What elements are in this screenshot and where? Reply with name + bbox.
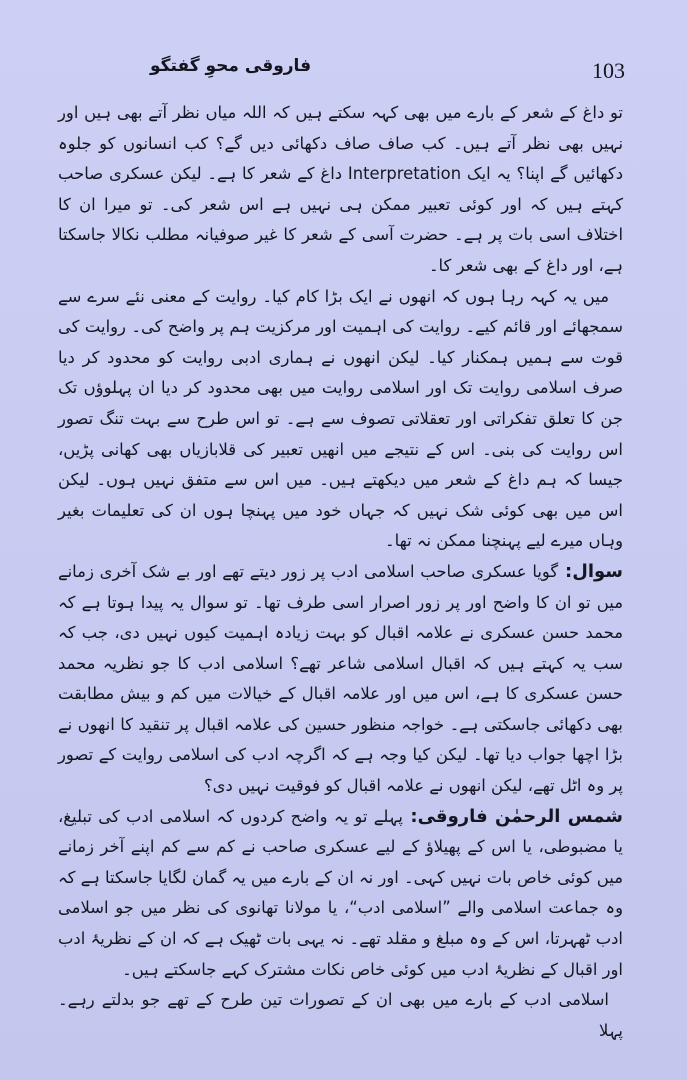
page-header — [150, 52, 625, 92]
speaker-label-answer: شمس الرحمٰن فاروقی: — [402, 805, 624, 827]
page-body — [58, 98, 623, 1046]
paragraph-text: تو داغ کے شعر کے بارے میں بھی کہہ سکتے ہیں کہ اللہ میاں نظر آتے بھی ہیں اور نہیں بھی نظر آتے ہیں۔ کب صاف صاف دکھائی دیں گے؟ کب انسانوں کو جلوہ دکھائیں گے اپنا؟ یہ ایک Interpretation داغ کے شعر کا ہے۔ لیکن عسکری صاحب کہتے ہیں کہ اور کوئی تعبیر ممکن ہی نہیں ہے اس شعر کی۔ تو میرا ان کا اختلاف اسی بات پر ہے۔ حضرت آسی کے شعر کا غیر صوفیانہ مطلب نکالا جاسکتا ہے، اور داغ کے بھی شعر کا۔ — [58, 103, 623, 275]
running-title: فاروقی محوِ گفتگو — [150, 56, 312, 76]
paragraph-5 — [58, 985, 623, 1046]
paragraph-answer — [58, 802, 623, 986]
paragraph-text: اسلامی ادب کے بارے میں بھی ان کے تصورات تین طرح کے تھے جو بدلتے رہے۔ پہلا — [58, 990, 623, 1040]
paragraph-question — [58, 557, 623, 802]
page-number: 103 — [592, 58, 625, 83]
paragraph-text: پہلے تو یہ واضح کردوں کہ اسلامی ادب کی تبلیغ، یا مضبوطی، یا اس کے پھیلاؤ کے لیے عسکری صاحب نے کم سے کم اپنے آخر زمانے میں کوئی خاص بات نہیں کہی۔ اور نہ ان کے بارے میں یہ گمان لگایا جاسکتا ہے کہ وہ جماعت اسلامی والے ”اسلامی ادب“، یا مولانا تھانوی کی نظر میں جو اسلامی ادب ٹھہرتا، اس کے وہ مبلغ و مقلد تھے۔ نہ یہی بات ٹھیک ہے کہ ان کے نظریۂ ادب اور اقبال کے نظریۂ ادب میں کوئی خاص نکات مشترک کہے جاسکتے ہیں۔ — [58, 806, 623, 979]
speaker-label-question: سوال: — [558, 560, 623, 582]
paragraph-text: میں یہ کہہ رہا ہوں کہ انھوں نے ایک بڑا کام کیا۔ روایت کے معنی نئے سرے سے سمجھائے اور قائم کیے۔ روایت کی اہمیت اور مرکزیت ہم پر واضح کی۔ روایت کی قوت سے ہمیں ہمکنار کیا۔ لیکن انھوں نے ہماری ادبی روایت کو محدود کر دیا صرف اسلامی روایت تک اور اسلامی روایت میں بھی محدود کر دیا ان پہلوؤں تک جن کا تعلق تفکراتی اور تعقلاتی تصوف سے ہے۔ تو اس طرح سے بہت تنگ تصور اس روایت کی بنی۔ اس کے نتیجے میں انھیں تعبیر کی قلابازیاں بھی کھانی پڑیں، جیسا کہ ہم داغ کے شعر میں دیکھتے ہیں۔ میں اس سے متفق نہیں ہوں۔ لیکن اس میں بھی کوئی شک نہیں کہ جہاں خود میں پہنچا ہوں ان کی تعلیمات بغیر وہاں میرے لیے پہنچنا ممکن نہ تھا۔ — [58, 286, 623, 551]
paragraph-text: گویا عسکری صاحب اسلامی ادب پر زور دیتے تھے اور بے شک آخری زمانے میں تو ان کا واضح اور پر زور اصرار اسی طرف تھا۔ تو سوال یہ پیدا ہوتا ہے کہ محمد حسن عسکری نے علامہ اقبال کو بہت زیادہ اہمیت کیوں نہیں دی، جب کہ سب یہ کہتے ہیں کہ اقبال اسلامی شاعر تھے؟ اسلامی ادب کا جو نظریہ محمد حسن عسکری کا ہے، اس میں اور علامہ اقبال کے خیالات میں کم و بیش مطابقت بھی دکھائی جاسکتی ہے۔ خواجہ منظور حسین کی علامہ اقبال پر تنقید کا انھوں نے بڑا اچھا جواب دیا تھا۔ لیکن کیا وجہ ہے کہ اگرچہ ادب کی اسلامی روایت کے تصور پر وہ اٹل تھے، لیکن انھوں نے علامہ اقبال کو فوقیت نہیں دی؟ — [58, 561, 623, 796]
paragraph-2 — [58, 282, 623, 557]
paragraph-1 — [58, 98, 623, 282]
